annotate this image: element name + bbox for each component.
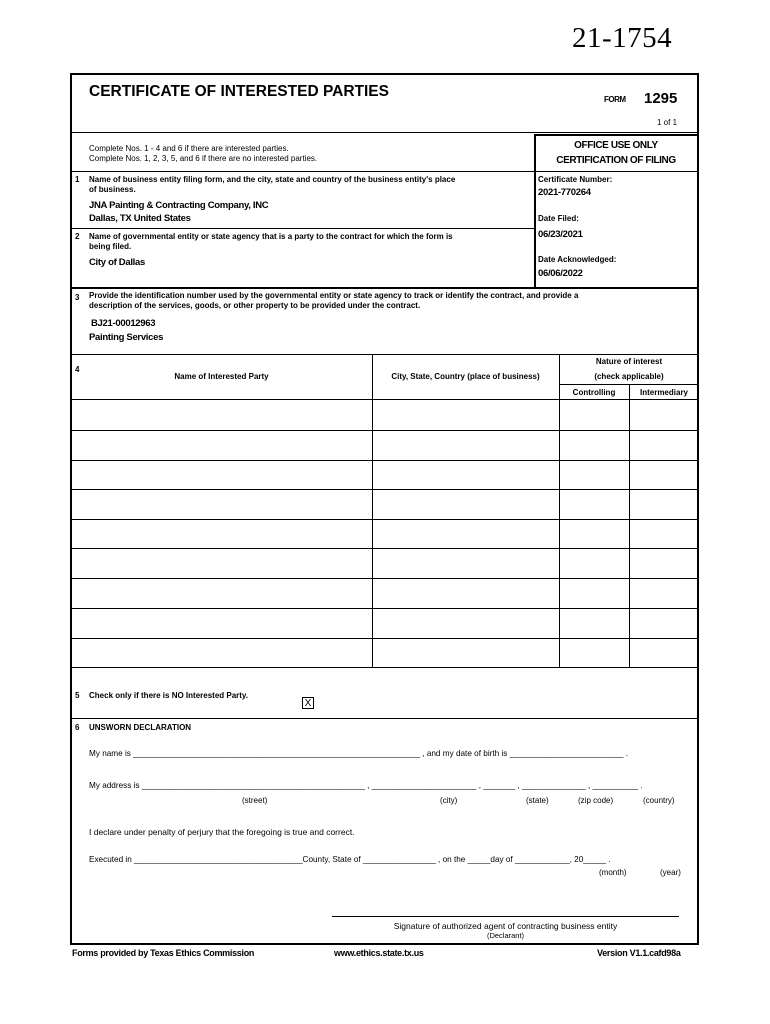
executed-line[interactable]: Executed in _____________________________________County, State of ________________ , on the _____day of ____________, 20_____ . bbox=[89, 855, 611, 864]
section3-label: Provide the identification number used by the governmental entity or state agency to track or identify the contract, and provide a bbox=[89, 291, 579, 300]
form-number: 1295 bbox=[644, 90, 678, 107]
instruction-line: Complete Nos. 1, 2, 3, 5, and 6 if there are no interested parties. bbox=[89, 154, 318, 163]
form-title: CERTIFICATE OF INTERESTED PARTIES bbox=[89, 83, 389, 100]
year-caption: (year) bbox=[660, 868, 681, 877]
business-entity-location: Dallas, TX United States bbox=[89, 213, 191, 224]
contract-id: BJ21-00012963 bbox=[91, 318, 156, 329]
no-interested-party-label: Check only if there is NO Interested Party. bbox=[89, 691, 249, 700]
street-caption: (street) bbox=[242, 796, 268, 805]
state-caption: (state) bbox=[526, 796, 549, 805]
table-row bbox=[71, 460, 698, 461]
divider bbox=[71, 718, 698, 719]
section-number: 6 bbox=[75, 723, 80, 732]
date-acknowledged-label: Date Acknowledged: bbox=[538, 255, 617, 264]
column-header-intermediary: Intermediary bbox=[639, 388, 689, 397]
footer-version: Version V1.1.cafd98a bbox=[597, 948, 681, 958]
table-row bbox=[71, 578, 698, 579]
table-row bbox=[71, 399, 698, 400]
footer-website[interactable]: www.ethics.state.tx.us bbox=[334, 948, 424, 958]
table-row bbox=[71, 667, 698, 668]
divider bbox=[71, 287, 698, 289]
column-divider bbox=[372, 354, 373, 668]
month-caption: (month) bbox=[599, 868, 627, 877]
date-filed-value: 06/23/2021 bbox=[538, 229, 583, 240]
divider bbox=[71, 228, 534, 229]
column-header-nature-sub: (check applicable) bbox=[594, 372, 664, 381]
certificate-number-value: 2021-770264 bbox=[538, 187, 591, 198]
column-divider bbox=[629, 384, 630, 668]
divider bbox=[71, 354, 698, 355]
name-dob-line[interactable]: My name is _______________________________________________________________ , and my date of birth is _________________________ . bbox=[89, 749, 629, 758]
page-indicator: 1 of 1 bbox=[657, 118, 678, 127]
table-row bbox=[71, 548, 698, 549]
divider bbox=[71, 171, 534, 172]
instruction-line: Complete Nos. 1 - 4 and 6 if there are interested parties. bbox=[89, 144, 289, 153]
section1-label: Name of business entity filing form, and the city, state and country of the business entity's place bbox=[89, 175, 456, 184]
divider bbox=[535, 171, 698, 172]
table-row bbox=[71, 489, 698, 490]
table-row bbox=[71, 430, 698, 431]
column-header-name: Name of Interested Party bbox=[174, 372, 269, 381]
table-row bbox=[71, 519, 698, 520]
column-divider bbox=[559, 354, 560, 668]
contract-description: Painting Services bbox=[89, 332, 164, 343]
no-interested-party-checkbox[interactable]: X bbox=[302, 697, 314, 709]
country-caption: (country) bbox=[643, 796, 675, 805]
section-number: 2 bbox=[75, 232, 80, 241]
zip-caption: (zip code) bbox=[578, 796, 614, 805]
office-use-title: OFFICE USE ONLY bbox=[574, 140, 658, 151]
unsworn-declaration-label: UNSWORN DECLARATION bbox=[89, 723, 192, 732]
declarant-caption: (Declarant) bbox=[486, 931, 525, 940]
declaration-statement: I declare under penalty of perjury that the foregoing is true and correct. bbox=[89, 827, 355, 837]
signature-label: Signature of authorized agent of contracting business entity bbox=[393, 921, 618, 931]
governmental-entity: City of Dallas bbox=[89, 257, 145, 268]
business-entity-name: JNA Painting & Contracting Company, INC bbox=[89, 200, 269, 211]
section1-label: of business. bbox=[89, 185, 136, 194]
date-filed-label: Date Filed: bbox=[538, 214, 579, 223]
city-caption: (city) bbox=[440, 796, 458, 805]
column-header-controlling: Controlling bbox=[572, 388, 616, 397]
section2-label: being filed. bbox=[89, 242, 132, 251]
table-row bbox=[71, 608, 698, 609]
form-label: FORM bbox=[604, 95, 626, 104]
signature-line[interactable] bbox=[332, 916, 679, 917]
certification-title: CERTIFICATION OF FILING bbox=[556, 155, 676, 166]
footer-provider: Forms provided by Texas Ethics Commission bbox=[72, 948, 255, 958]
section-number: 5 bbox=[75, 691, 80, 700]
divider bbox=[71, 132, 698, 133]
document-number: 21-1754 bbox=[572, 22, 673, 54]
section-number: 1 bbox=[75, 175, 80, 184]
section3-label: description of the services, goods, or other property to be provided under the contract. bbox=[89, 301, 421, 310]
column-header-nature: Nature of interest bbox=[595, 357, 663, 366]
date-acknowledged-value: 06/06/2022 bbox=[538, 268, 583, 279]
section2-label: Name of governmental entity or state agency that is a party to the contract for which the form is bbox=[89, 232, 453, 241]
table-row bbox=[71, 638, 698, 639]
column-header-city: City, State, Country (place of business) bbox=[391, 372, 540, 381]
section-number: 3 bbox=[75, 293, 80, 302]
certificate-number-label: Certificate Number: bbox=[538, 175, 613, 184]
address-line[interactable]: My address is _________________________________________________ , _______________________ , _______ , ______________ , __________ . bbox=[89, 781, 643, 790]
section-number: 4 bbox=[75, 365, 80, 374]
